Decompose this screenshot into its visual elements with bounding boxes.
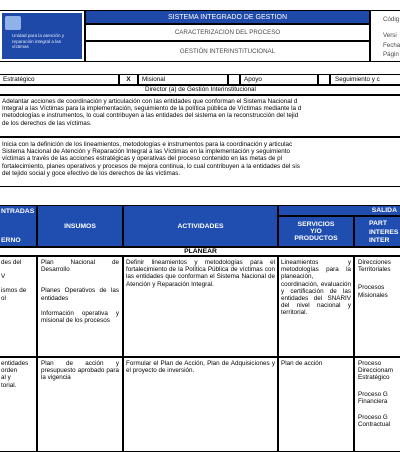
system-title: SISTEMA INTEGRADO DE GESTION bbox=[85, 10, 370, 24]
row1-entrada-line: ol bbox=[1, 294, 6, 302]
row2-actividades: Formular el Plan de Acción, Plan de Adquisiciones y el proyecto de inversión. bbox=[123, 357, 278, 452]
header-interno-label: ERNO bbox=[1, 237, 21, 244]
row1-entrada-line: V bbox=[1, 273, 6, 281]
row1-parte: Direcciones Territoriales bbox=[358, 259, 391, 274]
meta-version-label: Versi bbox=[383, 32, 397, 39]
type-apoyo-box bbox=[228, 74, 240, 85]
header-servicios bbox=[278, 216, 354, 247]
meta-code-label: Códig bbox=[383, 16, 400, 23]
row1-entrada bbox=[0, 256, 37, 357]
scope-line: víctimas a través de las acciones estratégicas y operativas del proceso contenido en las metas de pl bbox=[2, 155, 283, 163]
row2-insumo: Plan de acción y presupuesto aprobado para la vigencia bbox=[41, 360, 119, 382]
row2-parte: Proceso Direccionam Estratégico bbox=[358, 360, 393, 382]
row1-entrada-line: ismos de bbox=[1, 287, 27, 295]
row2-parte: Proceso G Contractual bbox=[358, 414, 391, 429]
process-name: GESTIÓN INTERINSTITUCIONAL bbox=[85, 41, 370, 62]
objective-line: Adelantar acciones de coordinación y articulación con las entidades que conforman el Sistema Nacional d bbox=[2, 98, 298, 105]
logo bbox=[2, 13, 82, 59]
type-apoyo: Apoyo bbox=[240, 74, 318, 85]
row2-parte: Proceso G Financiera bbox=[358, 390, 388, 405]
type-misional: Misional bbox=[138, 74, 228, 85]
row1-insumo: Plan Nacional de Desarrollo bbox=[41, 259, 119, 274]
scope-line: del tejido social y goce efectivo de los derechos de las víctimas. bbox=[2, 169, 181, 177]
header-servicios-line: Y/O bbox=[310, 228, 322, 235]
row1-servicios: Lineamientos y metodologías para la planeación, coordinación, evaluación y certificación de las entidades del SNARIV del nivel nacional y territorial. bbox=[278, 256, 354, 357]
header-entradas bbox=[0, 205, 37, 247]
scope-line: Inicia con la definición de los lineamientos, metodologías e instrumentos para la coordinación y articulac bbox=[2, 141, 293, 148]
row2-insumos bbox=[37, 357, 123, 452]
header-insumos: INSUMOS bbox=[37, 205, 123, 247]
section-planear: PLANEAR bbox=[0, 247, 400, 256]
row2-entrada bbox=[0, 357, 37, 452]
meta-date-label: Fecha bbox=[383, 42, 400, 49]
type-seguimiento: Seguimiento y c bbox=[330, 74, 400, 85]
scope-line: fortalecimiento, planes operativos y procesos de mejora continua, lo cual contribuyen a la entidades del sis bbox=[2, 162, 300, 170]
objective-line: metodologías e instrumentos, lo cual contribuyen a las entidades del sistema en la reconstrucción del tejid bbox=[2, 112, 299, 120]
doc-meta-block bbox=[370, 10, 400, 62]
header-partes bbox=[354, 216, 400, 247]
objective-line: Integral a las Víctimas para la implementación, seguimiento de la política pública de Víctimas mediante la d bbox=[2, 105, 302, 113]
objective-line: de los derechos de las víctimas. bbox=[2, 119, 92, 127]
logo-text: Unidad para la atención y reparación integral a las víctimas bbox=[12, 33, 65, 50]
header-entradas-label: NTRADAS bbox=[1, 208, 35, 215]
row1-actividades: Definir lineamientos y metodologías para el fortalecimiento de la Política Pública de víctimas con las entidades que conforman el Sistema Nacional de Atención y Reparación Integral. bbox=[123, 256, 278, 357]
row1-insumos bbox=[37, 256, 123, 357]
row1-partes bbox=[354, 256, 400, 357]
row1-insumo: Planes Operativos de las entidades bbox=[41, 287, 119, 302]
header-salidas: SALIDA bbox=[278, 205, 400, 216]
row1-insumo: Información operativa y misional de los procesos bbox=[41, 309, 119, 325]
logo-emblem-icon bbox=[5, 16, 21, 30]
header-partes-line: INTERES bbox=[369, 228, 399, 236]
row2-servicios: Plan de acción bbox=[278, 357, 354, 452]
logo-cell bbox=[0, 10, 85, 62]
header-servicios-line: PRODUCTOS bbox=[294, 235, 338, 242]
director: Director (a) de Gestión Interinstitucional bbox=[0, 85, 400, 95]
row2-entrada-line: entidades bbox=[1, 360, 29, 367]
header-servicios-line: SERVICIOS bbox=[297, 221, 335, 228]
row2-entrada-line: orden bbox=[1, 367, 18, 375]
objective-block bbox=[0, 95, 400, 137]
row1-entrada-line: des del bbox=[1, 259, 22, 266]
header-partes-line: INTER bbox=[369, 237, 390, 244]
type-mark: X bbox=[119, 74, 138, 85]
scope-block bbox=[0, 137, 400, 187]
type-estrategico: Estratégico bbox=[0, 74, 119, 85]
meta-page-label: Págin bbox=[383, 51, 399, 58]
document-title: CARACTERIZACION DEL PROCESO bbox=[85, 24, 370, 41]
scope-line: Sistema Nacional de Atención y Reparación Integral a las Víctimas en la implementación y seguimiento bbox=[2, 148, 291, 156]
header-actividades: ACTIVIDADES bbox=[123, 205, 278, 247]
row2-entrada-line: al y bbox=[1, 374, 11, 382]
row2-entrada-line: torial. bbox=[1, 381, 17, 389]
row1-parte: Procesos Misionales bbox=[358, 284, 388, 299]
type-seguimiento-box bbox=[318, 74, 330, 85]
row2-partes bbox=[354, 357, 400, 452]
header-partes-line: PART bbox=[369, 220, 387, 227]
